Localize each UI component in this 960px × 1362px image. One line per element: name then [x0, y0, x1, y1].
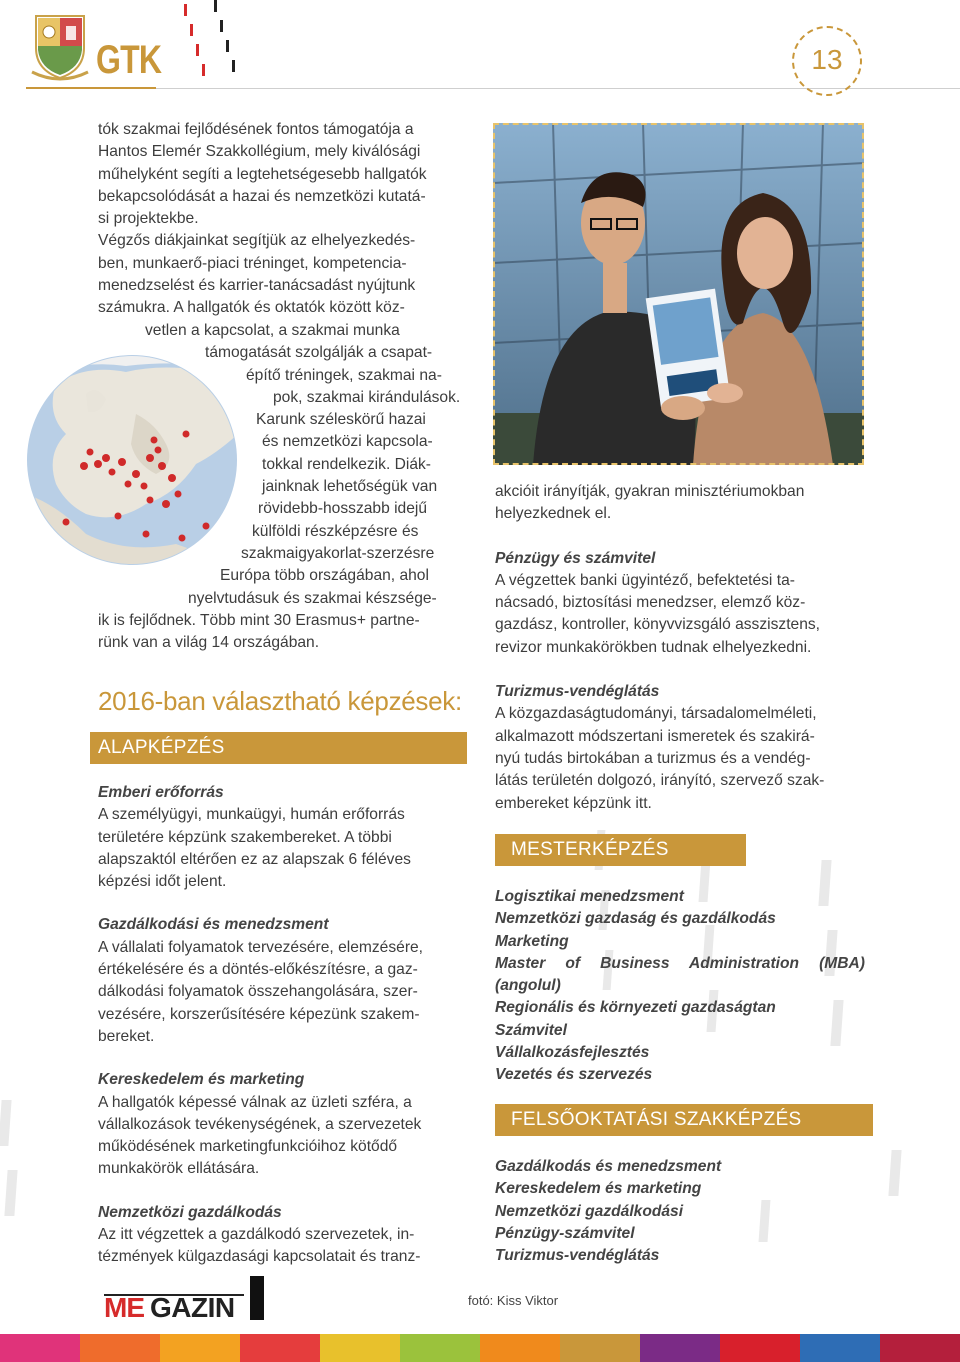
- intro-line: si projektekbe.: [98, 210, 199, 228]
- program-title: Nemzetközi gazdálkodás: [98, 1203, 282, 1221]
- intro-line: menedzselést és karrier-tanácsadást nyújtunk: [98, 277, 416, 295]
- program-line: nácsadó, biztosítási menedzser, elemző köz-: [495, 594, 806, 612]
- master-program: Számvitel: [495, 1021, 567, 1039]
- program-title: Gazdálkodási és menedzsment: [98, 916, 329, 934]
- mesterkepzes-heading: MESTERKÉPZÉS: [495, 834, 746, 866]
- program-line: vezésére, korszerűsítésére képezünk szakem-: [98, 1005, 420, 1023]
- logo-me: ME: [104, 1292, 144, 1323]
- intro-line: Karunk széleskörű hazai: [256, 411, 426, 429]
- program-line: A végzettek banki ügyintéző, befektetési ta-: [495, 571, 795, 589]
- intro-line: számukra. A hallgatók és oktatók között köz-: [98, 299, 405, 317]
- program-line: vállalkozások tevékenységének, a szervezetek: [98, 1115, 422, 1133]
- intro-line: szakmaigyakorlat-szerzésre: [241, 544, 435, 562]
- intro-line: ik is fejlődnek. Több mint 30 Erasmus+ partne-: [98, 611, 420, 629]
- program-line: képzési időt jelent.: [98, 873, 227, 891]
- program-line: A személyügyi, munkaügyi, humán erőforrás: [98, 806, 405, 824]
- intro-line: műhelyként segíti a legtehetségesebb hallgatók: [98, 165, 427, 183]
- europe-map-image: [26, 354, 238, 566]
- header-rule: [26, 87, 156, 89]
- header: [0, 0, 960, 100]
- intro-line: Európa több országában, ahol: [220, 567, 429, 585]
- program-line: A közgazdaságtudományi, társadalomelméleti,: [495, 705, 817, 723]
- alapkepzes-heading: ALAPKÉPZÉS: [90, 732, 467, 764]
- program-line: dálkodási folyamatok összehangolására, szer-: [98, 983, 418, 1001]
- intro-line: Hantos Elemér Szakkollégium, mely kiválósági: [98, 143, 421, 161]
- program-line: alapszaktól eltérően ez az alapszak 6 féléves: [98, 850, 411, 868]
- master-program: Master of Business Administration (MBA): [495, 954, 865, 972]
- intro-line: jainknak lehetőségük van: [262, 478, 438, 496]
- photo-credit: fotó: Kiss Viktor: [468, 1293, 559, 1308]
- felsooktatasi-heading: FELSŐOKTATÁSI SZAKKÉPZÉS: [495, 1104, 873, 1136]
- vocational-program: Pénzügy-számvitel: [495, 1224, 635, 1242]
- program-line: munkakörök ellátására.: [98, 1160, 260, 1178]
- right-column: [495, 481, 862, 815]
- mesterkepzes-list: [495, 886, 865, 1087]
- intro-line: rövidebb-hosszabb idejű: [258, 500, 428, 518]
- intro-line: nyelvtudásuk és szakmai készsége-: [188, 589, 437, 607]
- program-line: értékelésére és a döntés-előkészítésre, a gaz-: [98, 961, 418, 979]
- intro-line: építő tréningek, szakmai na-: [246, 366, 442, 384]
- program-line: nyú tudás birtokában a turizmus és a vendég-: [495, 749, 811, 767]
- intro-line: tokkal rendelkezik. Diák-: [262, 455, 431, 473]
- program-title: Emberi erőforrás: [98, 784, 224, 801]
- intro-line: tók szakmai fejlődésének fontos támogatója a: [98, 121, 414, 138]
- program-line: területére képzünk szakembereket. A többi: [98, 828, 392, 846]
- intro-line: támogatását szolgálják a csapat-: [205, 344, 433, 362]
- program-line: embereket képzünk itt.: [495, 794, 652, 812]
- program-title: Turizmus-vendéglátás: [495, 683, 660, 701]
- programs-title: 2016-ban választható képzések:: [98, 686, 462, 716]
- master-program: Nemzetközi gazdaság és gazdálkodás: [495, 910, 776, 928]
- intro-line: külföldi részképzésre és: [252, 522, 419, 540]
- program-line: gazdász, kontroller, könyvvizsgáló asszisztens,: [495, 616, 821, 634]
- intro-line: Végzős diákjainkat segítjük az elhelyezkedés-: [98, 232, 416, 250]
- intro-line: ben, munkaerő-piaci tréninget, kompetencia-: [98, 254, 407, 272]
- program-line: működésének marketingfunkcióihoz kötődő: [98, 1138, 398, 1156]
- master-program: Marketing: [495, 932, 569, 950]
- program-line: A hallgatók képessé válnak az üzleti szféra, a: [98, 1093, 412, 1111]
- program-title: Kereskedelem és marketing: [98, 1071, 305, 1089]
- students-photo: [493, 123, 864, 465]
- master-program: Vezetés és szervezés: [495, 1066, 653, 1084]
- continued-line: helyezkednek el.: [495, 505, 612, 523]
- program-line: A vállalati folyamatok tervezésére, elemzésére,: [98, 938, 424, 956]
- program-line: bereket.: [98, 1027, 155, 1045]
- intro-line: pok, szakmai kirándulások.: [273, 388, 461, 406]
- continued-line: akcióit irányítják, gyakran minisztériumokban: [495, 483, 805, 500]
- intro-line: rünk van a világ 14 országában.: [98, 634, 320, 652]
- program-line: revizor munkakörökben tudnak elhelyezkedni.: [495, 638, 812, 656]
- intro-line: vetlen a kapcsolat, a szakmai munka: [145, 322, 400, 339]
- program-line: Az itt végzettek a gazdálkodó szervezetek, in-: [98, 1226, 415, 1244]
- vocational-program: Turizmus-vendéglátás: [495, 1247, 660, 1265]
- master-program: (angolul): [495, 977, 561, 995]
- vocational-program: Nemzetközi gazdálkodási: [495, 1202, 684, 1220]
- brand-title: GTK: [96, 38, 162, 82]
- vocational-program: Kereskedelem és marketing: [495, 1180, 702, 1198]
- logo-gazin: GAZIN: [150, 1292, 235, 1323]
- program-line: alkalmazott módszertani ismeretek és szakirá-: [495, 727, 815, 745]
- intro-line: bekapcsolódását a hazai és nemzetközi kutatá-: [98, 187, 426, 205]
- program-line: tézmények külgazdasági kapcsolatait és tranz-: [98, 1248, 421, 1266]
- program-line: látás területén dolgozó, irányító, szervező szak-: [495, 772, 825, 790]
- master-program: Vállalkozásfejlesztés: [495, 1044, 650, 1062]
- university-crest-icon: [28, 12, 92, 82]
- master-program: Logisztikai menedzsment: [495, 888, 684, 905]
- intro-text-full: [98, 119, 465, 320]
- page-number: 13: [811, 44, 843, 75]
- color-strip: [0, 1334, 960, 1362]
- megazin-logo: [104, 1276, 264, 1324]
- program-title: Pénzügy és számvitel: [495, 549, 656, 567]
- master-program: Regionális és környezeti gazdaságtan: [495, 999, 776, 1017]
- intro-line: és nemzetközi kapcsola-: [262, 433, 433, 451]
- vocational-program: Gazdálkodás és menedzsment: [495, 1158, 722, 1175]
- alapkepzes-list: [98, 782, 465, 1269]
- felsooktatasi-list: [495, 1156, 865, 1267]
- logo-side-bar: [250, 1276, 264, 1320]
